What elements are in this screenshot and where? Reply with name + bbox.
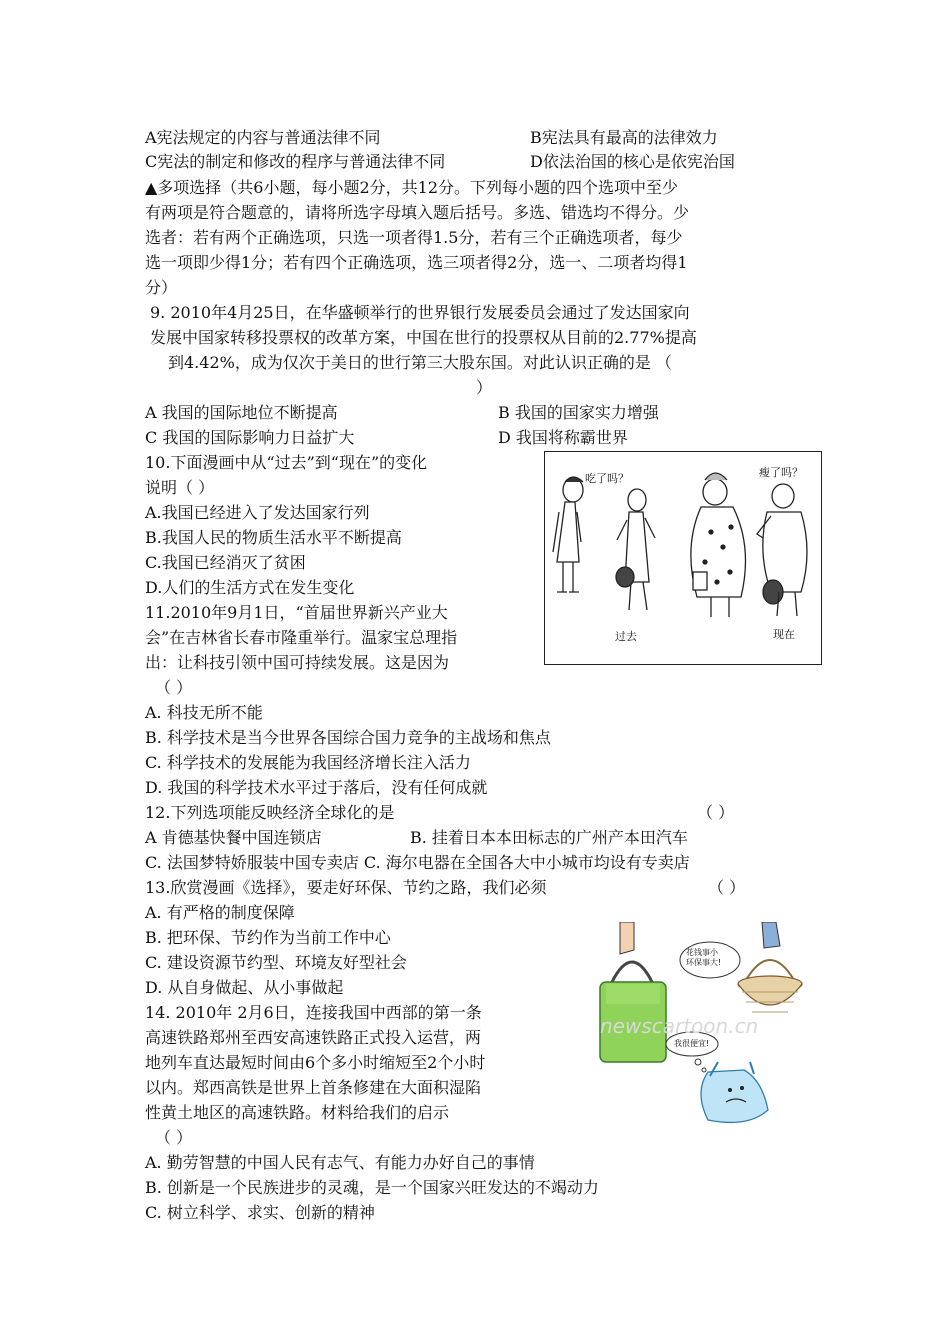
text-line-l26: C. 科学技术的发展能为我国经济增长注入活力 — [145, 753, 471, 772]
text-line-l16: A.我国已经进入了发达国家行列 — [145, 503, 370, 522]
text-line-l27: D. 我国的科学技术水平过于落后，没有任何成就 — [145, 778, 488, 797]
text-line-l40: 性黄土地区的高速铁路。材料给我们的启示 — [145, 1103, 450, 1122]
text-line-l25: B. 科学技术是当今世界各国综合国力竞争的主战场和焦点 — [145, 728, 551, 747]
text-line-l13b: D 我国将称霸世界 — [498, 428, 628, 447]
bubble-left: 吃了吗？ — [585, 472, 629, 485]
text-line-l23: （ ） — [155, 678, 193, 697]
text-line-l9: 发展中国家转移投票权的改革方案，中国在世行的投票权从目前的2.77%提高 — [150, 328, 697, 347]
text-line-l29b: B. 挂着日本本田标志的广州产本田汽车 — [410, 828, 688, 847]
text-line-l31b: （ ） — [708, 878, 746, 897]
cartoon-past-now — [544, 451, 822, 665]
text-line-l8: 9. 2010年4月25日，在华盛顿举行的世界银行发展委员会通过了发达国家向 — [150, 303, 690, 322]
text-line-l37: 高速铁路郑州至西安高速铁路正式投入运营，两 — [145, 1028, 482, 1047]
text-line-l35: D. 从自身做起、从小事做起 — [145, 978, 344, 997]
cartoon-choice — [590, 922, 820, 1132]
text-line-l36: 14. 2010年 2月6日，连接我国中西部的第一条 — [145, 1003, 482, 1022]
text-line-l12a: A 我国的国际地位不断提高 — [145, 403, 338, 422]
watermark: newscartoon.cn — [600, 1014, 759, 1038]
text-line-l32: A. 有严格的制度保障 — [145, 903, 295, 922]
text-line-l34: C. 建设资源节约型、环境友好型社会 — [145, 953, 407, 972]
text-line-l2b: D依法治国的核心是依宪治国 — [530, 152, 735, 171]
text-line-l18: C.我国已经消灭了贫困 — [145, 553, 306, 572]
text-line-l13a: C 我国的国际影响力日益扩大 — [145, 428, 355, 447]
text-line-l15: 说明（ ） — [145, 478, 215, 497]
text-line-l38: 地列车直达最短时间由6个多小时缩短至2个小时 — [145, 1053, 486, 1072]
text-line-l39: 以内。郑西高铁是世界上首条修建在大面积湿陷 — [145, 1078, 482, 1097]
text-line-l10: 到4.42%，成为仅次于美日的世行第三大股东国。对此认识正确的是 （ — [168, 353, 672, 372]
text-line-l21: 会”在吉林省长春市隆重举行。温家宝总理指 — [145, 628, 458, 647]
bubble-top-text: 花钱事小 环保事大! — [686, 948, 722, 967]
text-line-l24: A. 科技无所不能 — [145, 703, 263, 722]
text-line-l7: 分） — [145, 278, 178, 297]
text-line-l44: C. 树立科学、求实、创新的精神 — [145, 1203, 375, 1222]
text-line-l1a: A宪法规定的内容与普通法律不同 — [145, 128, 381, 147]
text-line-l30: C. 法国梦特娇服装中国专卖店 C. 海尔电器在全国各大中小城市均设有专卖店 — [145, 853, 690, 872]
text-line-l28b: （ ） — [697, 803, 735, 822]
text-line-l3: ▲多项选择（共6小题，每小题2分，共12分。下列每小题的四个选项中至少 — [145, 178, 679, 197]
text-line-l28a: 12.下列选项能反映经济全球化的是 — [145, 803, 395, 822]
text-line-l19: D.人们的生活方式在发生变化 — [145, 578, 355, 597]
text-line-l29a: A 肯德基快餐中国连锁店 — [145, 828, 322, 847]
text-line-l12b: B 我国的国家实力增强 — [498, 403, 659, 422]
text-line-l14: 10.下面漫画中从“过去”到“现在”的变化 — [145, 453, 428, 472]
label-now: 现在 — [773, 628, 795, 641]
text-line-l42: A. 勤劳智慧的中国人民有志气、有能力办好自己的事情 — [145, 1153, 535, 1172]
text-line-l1b: B宪法具有最高的法律效力 — [530, 128, 718, 147]
text-line-l22: 出：让科技引领中国可持续发展。这是因为 — [145, 653, 450, 672]
text-line-l4: 有两项是符合题意的，请将所选字母填入题后括号。多选、错选均不得分。少 — [145, 203, 690, 222]
text-line-l43: B. 创新是一个民族进步的灵魂，是一个国家兴旺发达的不竭动力 — [145, 1178, 599, 1197]
label-past: 过去 — [615, 630, 637, 643]
text-line-l17: B.我国人民的物质生活水平不断提高 — [145, 528, 402, 547]
text-line-l41: （ ） — [155, 1128, 193, 1147]
text-line-l31a: 13.欣赏漫画《选择》，要走好环保、节约之路，我们必须 — [145, 878, 547, 897]
bubble-bottom-text: 我很便宜! — [674, 1039, 710, 1048]
text-line-l11: ） — [476, 378, 493, 397]
text-line-l20: 11.2010年9月1日，“首届世界新兴产业大 — [145, 603, 448, 622]
text-line-l33: B. 把环保、节约作为当前工作中心 — [145, 928, 391, 947]
text-line-l6: 选一项即少得1分；若有四个正确选项，选三项者得2分，选一、二项者均得1 — [145, 253, 688, 272]
bubble-right: 瘦了吗？ — [759, 466, 803, 479]
text-line-l5: 选者：若有两个正确选项，只选一项者得1.5分，若有三个正确选项者，每少 — [145, 228, 683, 247]
text-line-l2a: C宪法的制定和修改的程序与普通法律不同 — [145, 152, 446, 171]
